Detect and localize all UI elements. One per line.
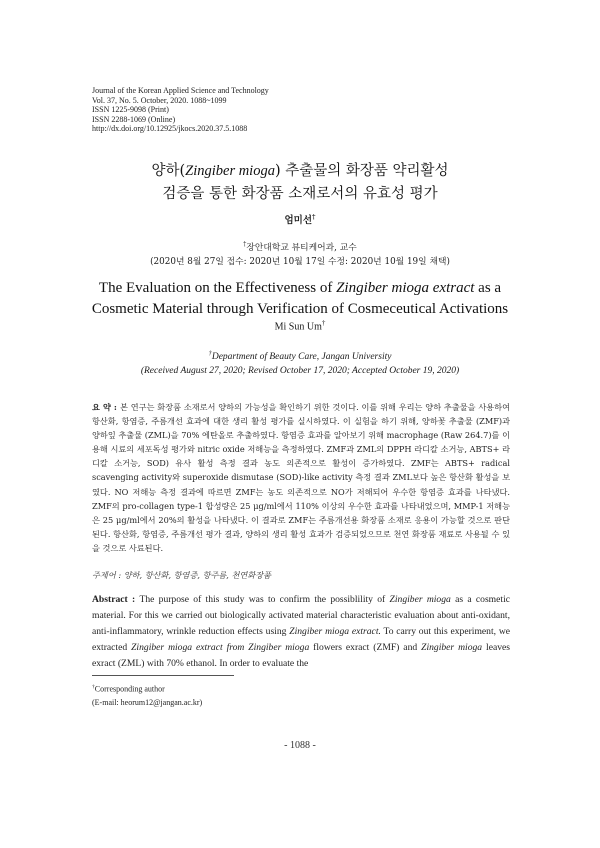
abstract-en-label: Abstract : [92,594,140,605]
issn-print: ISSN 1225-9098 (Print) [92,105,169,114]
footnote-label: Corresponding author [94,684,165,694]
abstract-en-text: To carry out this experiment, we extracted [92,626,510,653]
dagger-mark: † [92,684,95,690]
en-title-part: The Evaluation on the Effectiveness of [98,280,337,296]
abstract-en-text: flowers exract (ZMF) and [309,642,422,653]
dates-en: (Received August 27, 2020; Revised October 17, 2020; Accepted October 19, 2020) [140,366,460,377]
author-korean [0,212,600,226]
en-title-part: as a [474,280,502,296]
footnote [92,681,202,709]
dagger-mark: † [208,350,212,357]
abstract-kr-text: 본 연구는 화장품 소재로서 양하의 가능성을 확인하기 위한 것이다. 이를 위해 우리는 양하 추출물을 사용하여 항산화, 항염증, 주름개선 효과에 대한 생리 활성 평가를 실시하였다. 이 실험을 하기 위해, 양하꽃 추출물 (ZMF)과 양하잎 추출물 (ZML)을 70% 에탄올로 추출하였다. 항염증 효과를 알아보기 위해 macrophage (Raw 264.7)를 이용해 시료의 세포독성 평가와 nitric oxide 저해능을 측정하였다. ZMF과 ZML의 DPPH 라디칼 소거능, ABTS+ 라디칼 소거능, SOD) 유사 활성 측정 결과 농도 의존적으로 활성이 증가하였다. ZMF는 ABTS+ radical scavenging activity와 superoxide dismutase (SOD)-like activity 측정 결과 ZML보다 높은 항산화 활성을 보였다. NO 저해능 측정 결과에 따르면 ZMF는 농도 의존적으로 NO가 저해되어 우수한 항염증 효과를 나타냈다. ZMF의 pro-collagen type-1 합성량은 25 μg/ml에서 110% 이상의 우수한 효과를 나타내었으며, MMP-1 저해능은 25 μg/ml에서 20%의 활성을 나타냈다. 이 결과로 ZMF는 주름개선용 화장품 소재로 응용이 가능할 것으로 판단된다. 항산화, 항염증, 주름개선 평가 결과, 양하의 생리 활성 효과가 검증되었으므로 천연 화장품 재료로 사용될 수 있을 것으로 사료된다. [92,402,510,553]
species-name: Zingiber mioga extract. [289,626,381,637]
species-name: Zingiber mioga [389,594,451,605]
affiliation-english [0,347,600,378]
keywords-korean: 주제어 : 양하, 항산화, 항염증, 항주름, 천연화장품 [92,570,272,580]
doi-link[interactable]: http://dx.doi.org/10.12925/jkocs.2020.37.5.1088 [92,124,248,133]
kr-title-part: ) 추출물의 화장품 약리활성 [274,163,449,179]
dates-kr: (2020년 8월 27일 접수: 2020년 10월 17일 수정: 2020년 10월 19일 채택) [150,256,450,267]
species-name: Zingiber mioga [421,642,483,653]
dagger-mark: † [312,212,316,221]
en-title-line2: Cosmetic Material through Verification of Cosmeceutical Activations [91,301,509,317]
abstract-korean [92,400,510,555]
abstract-en-text: leaves exract (ZML) with 70% ethanol. In order to evaluate the [92,642,510,669]
kr-title-species: Zingiber mioga [185,163,275,179]
author-kr-name: 엄미선 [284,215,313,226]
korean-title [0,160,600,206]
footnote-divider [92,675,234,676]
author-en-name: Mi Sun Um [274,321,322,333]
issn-online: ISSN 2288-1069 (Online) [92,114,176,124]
en-title-species: Zingiber mioga extract [336,280,475,296]
journal-header [92,86,269,134]
dagger-mark: † [321,319,326,327]
affiliation-en-text: Department of Beauty Care, Jangan University [211,352,392,363]
dagger-mark: † [243,241,247,248]
abstract-en-text: The purpose of this study was to confirm the possiblility of [139,594,390,605]
species-name: Zingiber mioga extract from Zingiber mioga [131,642,310,653]
abstract-kr-label: 요 약 : [92,402,121,412]
journal-volume: Vol. 37, No. 5. October, 2020. 1088~1099 [92,95,227,105]
kr-title-line2: 검증을 통한 화장품 소재로서의 유효성 평가 [162,186,438,202]
affiliation-korean [0,238,600,269]
abstract-english [92,592,510,672]
abstract-en-text: as a cosmetic material. For this we carried out biologically activated material characteristic evaluation about anti-oxidant, anti-inflammatory, wrinkle reduction effects using [92,594,510,637]
footnote-email[interactable]: (E-mail: heorum12@jangan.ac.kr) [92,697,203,707]
author-english [0,319,600,332]
kr-title-part: 양하( [151,163,186,179]
page-number: - 1088 - [284,740,316,751]
english-title [0,278,600,320]
journal-name: Journal of the Korean Applied Science and Technology [92,86,269,95]
affiliation-kr-text: 장안대학교 뷰티케어과, 교수 [246,242,357,253]
